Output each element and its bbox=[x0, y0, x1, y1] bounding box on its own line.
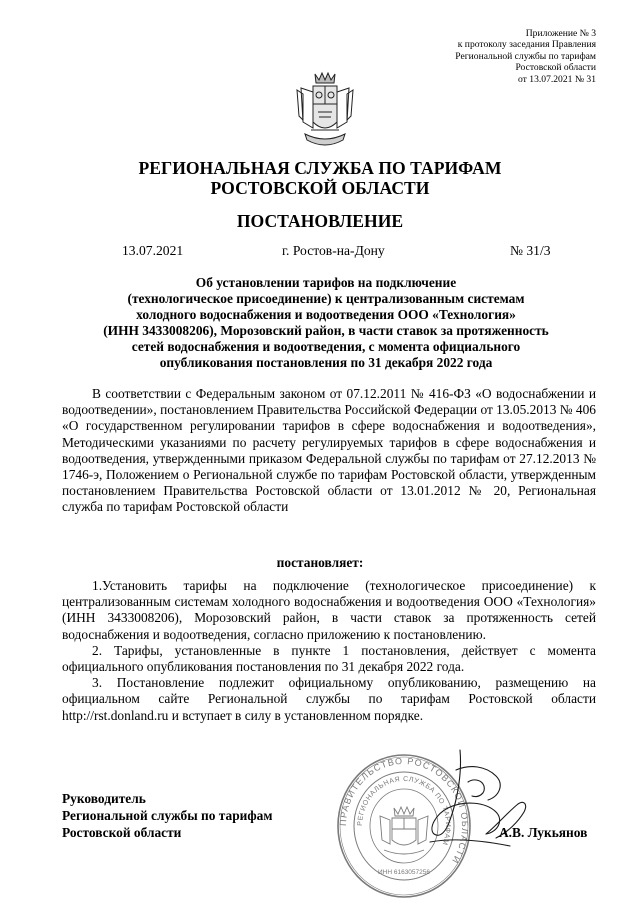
handwritten-signature-icon bbox=[400, 742, 540, 862]
annex-line: Региональной службы по тарифам bbox=[455, 50, 596, 62]
document-type: ПОСТАНОВЛЕНИЕ bbox=[236, 211, 404, 231]
subject-line: Об установлении тарифов на подключение bbox=[195, 275, 457, 290]
resolution-items bbox=[62, 578, 596, 724]
annex-note bbox=[376, 28, 596, 85]
document-number: № 31/3 bbox=[510, 243, 551, 258]
signatory-position-line: Руководитель bbox=[62, 791, 146, 806]
document-subject bbox=[56, 275, 596, 370]
org-title-line: РОСТОВСКОЙ ОБЛАСТИ bbox=[210, 178, 430, 198]
resolution-item: 2. Тарифы, установленные в пункте 1 постановления, действует с момента официального опубликования постановления по 31 декабря 2022 года. bbox=[62, 642, 596, 675]
signatory-position bbox=[62, 790, 272, 841]
seal-outer-text: ПРАВИТЕЛЬСТВО РОСТОВСКОЙ ОБЛАСТИ bbox=[337, 755, 471, 866]
seal-code: ИНН 6163057256 bbox=[377, 869, 431, 876]
subject-line: (ИНН 3433008206), Морозовский район, в части ставок за протяженность bbox=[103, 322, 549, 338]
document-date: 13.07.2021 bbox=[122, 243, 184, 258]
signatory-position-line: Региональной службы по тарифам bbox=[62, 808, 273, 823]
annex-line: Ростовской области bbox=[515, 62, 596, 74]
subject-line: сетей водоснабжения и водоотведения, с момента официального bbox=[131, 338, 521, 354]
annex-line: Приложение № 3 bbox=[525, 28, 596, 39]
rostov-coat-of-arms-icon bbox=[293, 70, 357, 154]
preamble-paragraph: В соответствии с Федеральным законом от 07.12.2011 № 416-ФЗ «О водоснабжении и водоотведении», постановлением Правительства Российской Федерации от 13.05.2013 № 406 «О государственном регулировании тарифов в сфере водоснабжения и водоотведения», Методическими указаниями по расчету регулируемых тарифов в сфере водоснабжения и водоотведения, утвержденными приказом Федеральной службы по тарифам от 27.12.2013 № 1746-э, Положением о Региональной службе по тарифам Ростовской области, утвержденным постановлением Правительства Ростовской области от 13.01.2012 № 20, Региональная служба по тарифам Ростовской области bbox=[62, 386, 596, 515]
org-title bbox=[0, 158, 640, 198]
signatory-position-line: Ростовской области bbox=[62, 825, 182, 840]
signatory-name: А.В. Лукьянов bbox=[499, 825, 588, 840]
resolves-heading: постановляет: bbox=[276, 555, 364, 570]
subject-line: (технологическое присоединение) к централизованным системам bbox=[127, 290, 525, 306]
resolution-item: 3. Постановление подлежит официальному опубликованию, размещению на официальном сайте Региональной службы по тарифам Ростовской области http://rst.donland.ru и вступает в силу в установленном порядке. bbox=[62, 675, 596, 723]
org-title-line: РЕГИОНАЛЬНАЯ СЛУЖБА ПО ТАРИФАМ bbox=[138, 158, 502, 178]
resolution-item: 1.Установить тарифы на подключение (технологическое присоединение) к централизованным системам холодного водоснабжения и водоотведения ООО «Технология» (ИНН 3433008206), Морозовский район, в части ставок за протяженность сетей водоснабжения и водоотведения, согласно приложению к постановлению. bbox=[62, 578, 596, 642]
annex-line: к протоколу заседания Правления bbox=[457, 39, 596, 51]
subject-line: опубликования постановления по 31 декабря 2022 года bbox=[159, 354, 493, 370]
document-city: г. Ростов-на-Дону bbox=[282, 243, 385, 258]
subject-line: холодного водоснабжения и водоотведения ООО «Технология» bbox=[136, 306, 516, 322]
seal-inner-text: РЕГИОНАЛЬНАЯ СЛУЖБА ПО ТАРИФАМ bbox=[356, 775, 452, 847]
annex-line: от 13.07.2021 № 31 bbox=[518, 73, 596, 85]
